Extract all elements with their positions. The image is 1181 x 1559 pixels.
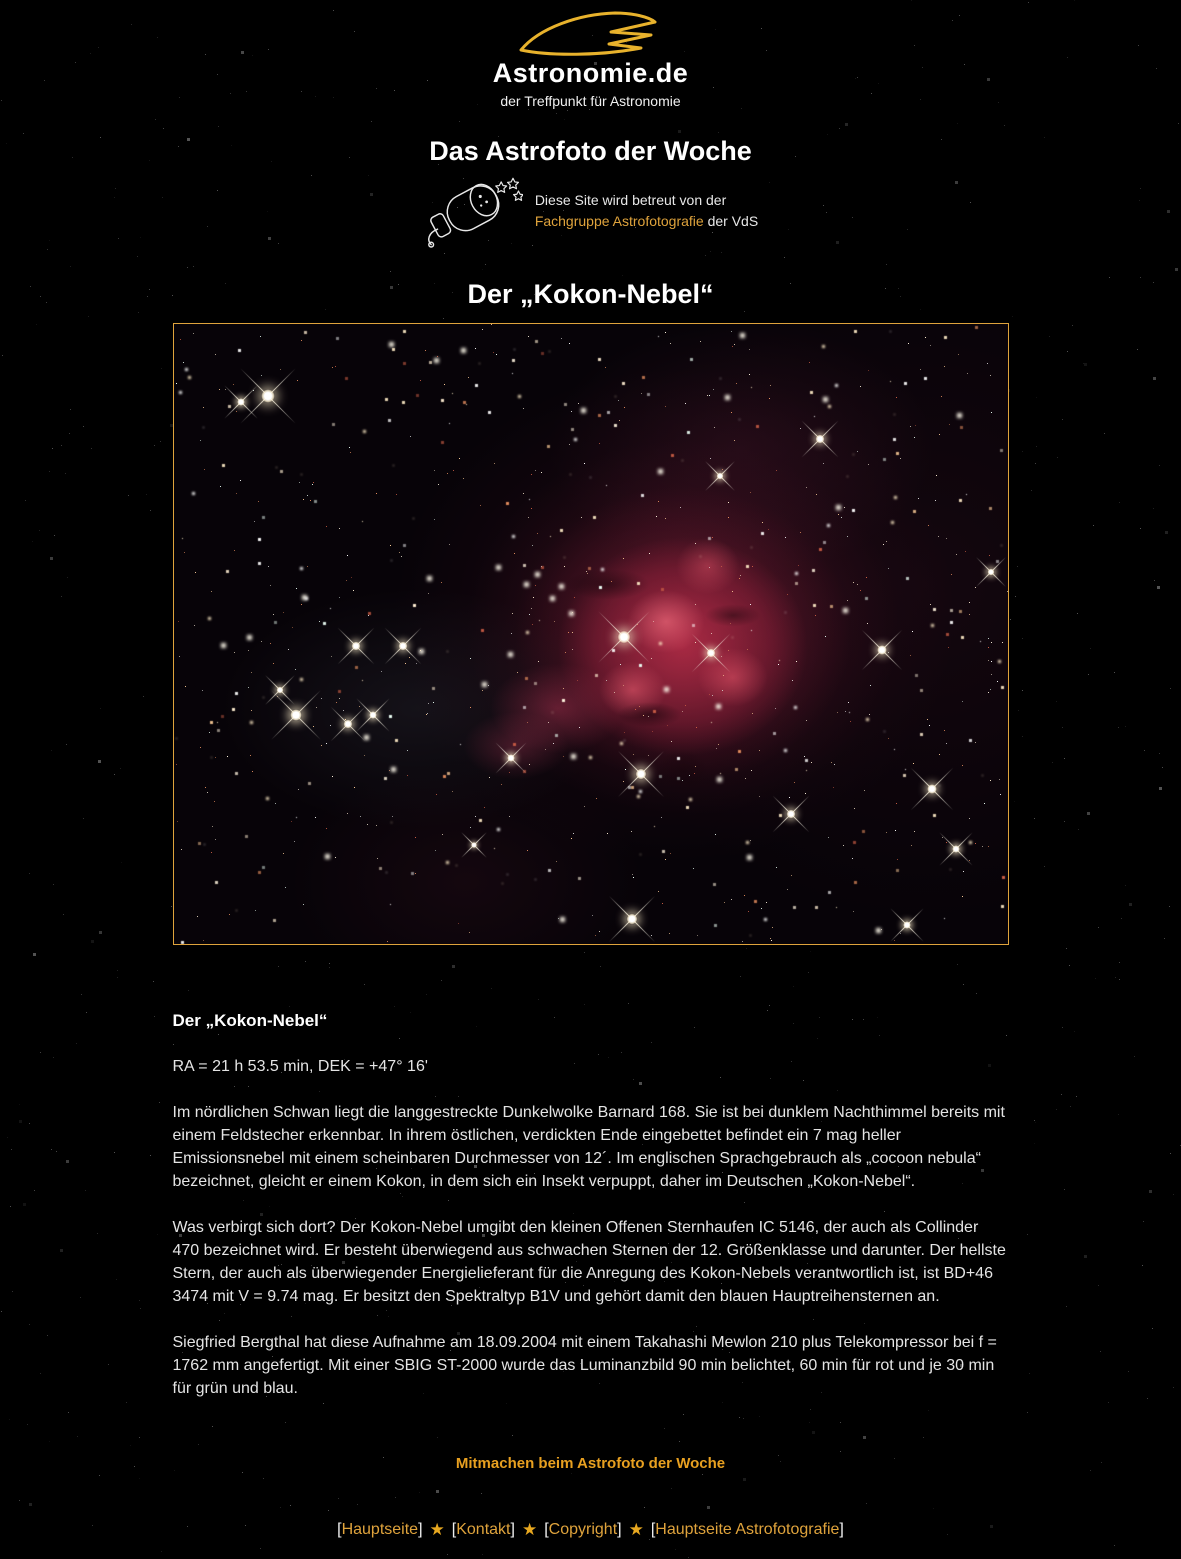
mitmachen-link[interactable]: Mitmachen beim Astrofoto der Woche xyxy=(455,1455,726,1472)
bracket: ] xyxy=(510,1521,515,1538)
article xyxy=(173,1009,1009,1400)
bracket: ] xyxy=(418,1521,423,1538)
bracket: [ xyxy=(451,1521,457,1538)
article-paragraph: Was verbirgt sich dort? Der Kokon-Nebel umgibt den kleinen Offenen Sternhaufen IC 5146, der auch als Collinder 470 bezeichnet wird. Er besteht überwiegend aus schwachen Sternen der 12. Größenklasse und darunter. Der hellste Stern, der auch als überwiegender Energielieferant für die Anregung des Kokon-Nebels verantwortlich ist, ist BD+46 3474 mit V = 9.74 mag. Er besitzt den Spektraltyp B1V und gehört damit den blauen Hauptreihensternen an. xyxy=(172,1219,1006,1305)
footer-link-kontakt[interactable]: [Kontakt] xyxy=(451,1521,515,1538)
star-icon: ★ xyxy=(521,1520,538,1539)
bracket: [ xyxy=(544,1521,549,1538)
maintainer-suffix: der VdS xyxy=(703,213,759,229)
photo-star-dots xyxy=(174,324,175,325)
article-heading: Der „Kokon-Nebel“ xyxy=(172,1011,328,1030)
bracket: [ xyxy=(650,1521,656,1538)
footer-link-copyright[interactable]: [Copyright] xyxy=(544,1521,622,1538)
site-logo-subtitle: der Treffpunkt für Astronomie xyxy=(500,93,681,109)
fachgruppe-astrofotografie-link[interactable]: Fachgruppe Astrofotografie xyxy=(534,213,704,229)
bracket: [ xyxy=(337,1521,342,1538)
footer-link-hauptseite[interactable]: [Hauptseite] xyxy=(337,1521,423,1538)
bracket: ] xyxy=(617,1521,622,1538)
star-icon: ★ xyxy=(429,1520,445,1539)
telescope-icon xyxy=(423,173,523,249)
star-icon: ★ xyxy=(628,1520,644,1539)
comet-swoosh-icon xyxy=(511,8,671,58)
photo-title: Der „Kokon-Nebel“ xyxy=(467,279,714,309)
bracket: ] xyxy=(839,1521,844,1538)
photo-star-glows xyxy=(174,324,175,325)
footer-link-hauptseite-astrofotografie[interactable]: [Hauptseite Astrofotografie] xyxy=(650,1521,844,1538)
site-logo-title: Astronomie.de xyxy=(492,58,689,88)
maintainer-line1: Diese Site wird betreut von der xyxy=(534,192,727,208)
article-paragraph: Im nördlichen Schwan liegt die langgestreckte Dunkelwolke Barnard 168. Sie ist bei dunklem Nachthimmel bereits mit einem Feldstecher erkennbar. In ihrem östlichen, verdickten Ende eingebettet befindet ein 7 mag heller Emissionsnebel mit einem scheinbaren Durchmesser von 12´. Im englischen Sprachgebrauch als „cocoon nebula“ bezeichnet, gleicht er einem Kokon, in dem sich ein Insekt verpuppt, daher im Deutschen „Kokon-Nebel“. xyxy=(172,1104,1005,1190)
astrophoto-cocoon-nebula xyxy=(173,323,1009,945)
maintainer-block xyxy=(381,173,801,249)
footer-nav xyxy=(0,1520,1181,1540)
object-coordinates: RA = 21 h 53.5 min, DEK = +47° 16' xyxy=(172,1058,428,1075)
page-heading: Das Astrofoto der Woche xyxy=(429,136,752,166)
article-paragraph: Siegfried Bergthal hat diese Aufnahme am 18.09.2004 mit einem Takahashi Mewlon 210 plus Telekompressor bei f = 1762 mm angefertigt. Mit einer SBIG ST-2000 wurde das Luminanzbild 90 min belichtet, 60 min für rot und je 30 min für grün und blau. xyxy=(172,1334,997,1397)
